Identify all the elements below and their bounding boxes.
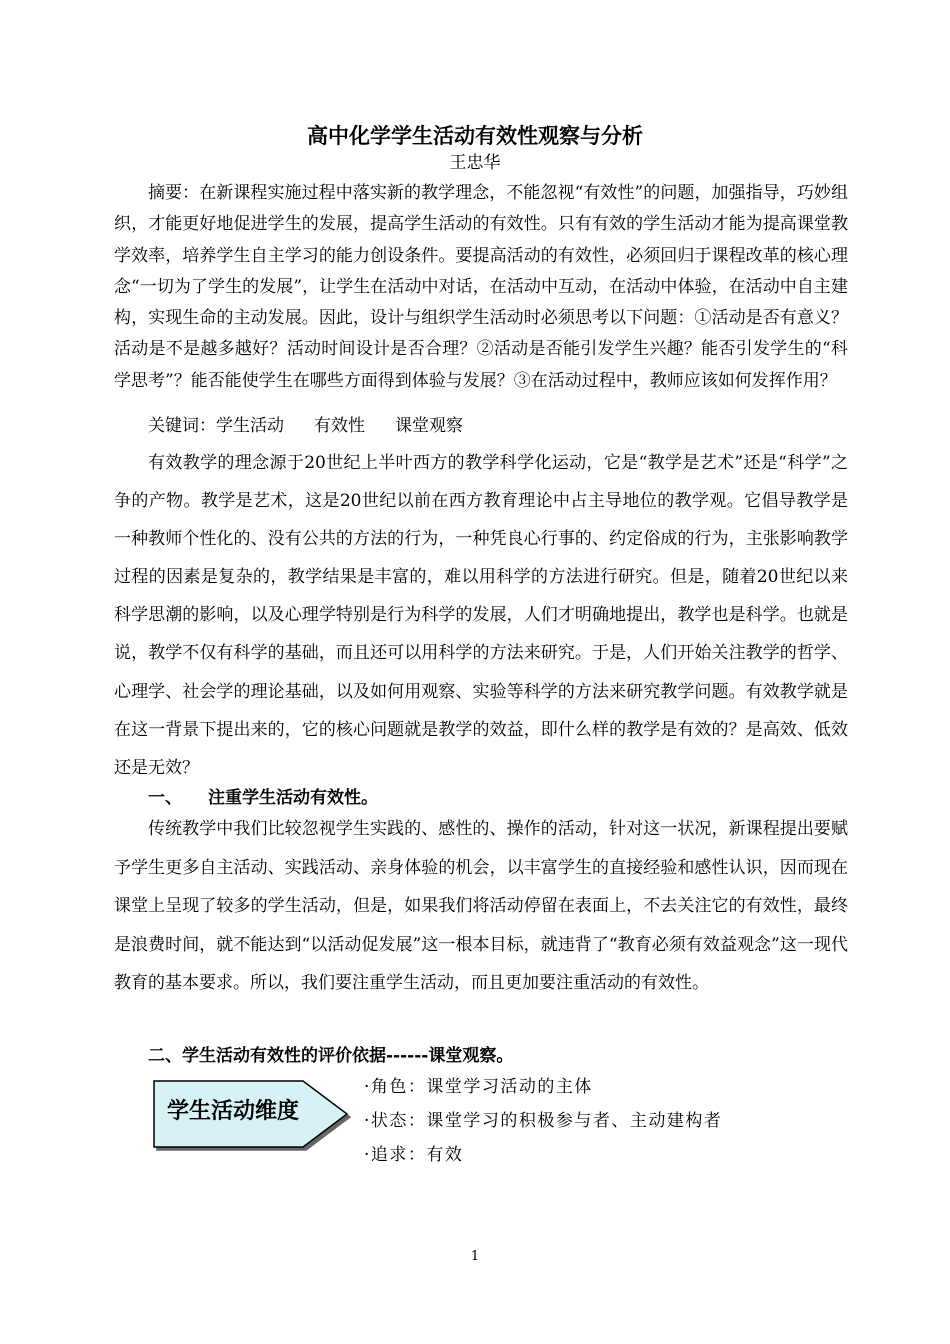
abstract-paragraph: 摘要：在新课程实施过程中落实新的教学理念，不能忽视“有效性”的问题，加强指导，巧妙组织，才能更好地促进学生的发展，提高学生活动的有效性。只有有效的学生活动才能为提高课堂教学效率，培养学生自主学习的能力创设条件。要提高活动的有效性，必须回归于课程改革的核心理念“一切为了学生的发展”，让学生在活动中对话，在活动中互动，在活动中体验，在活动中自主建构，实现生命的主动发展。因此，设计与组织学生活动时必须思考以下问题：①活动是否有意义？活动是不是越多越好？活动时间设计是否合理？②活动是否能引发学生兴趣？能否引发学生的“科学思考”？能否能使学生在哪些方面得到体验与发展？③在活动过程中，教师应该如何发挥作用？ [114,183,848,391]
section-title: 注重学生活动有效性。 [208,788,378,808]
keywords-label: 关键词： [148,416,216,436]
keywords-line [114,412,848,440]
section-heading [148,783,378,808]
dimension-item: ·状态：课堂学习的积极参与者、主动建构者 [364,1111,723,1131]
document-title: 高中化学学生活动有效性观察与分析 [307,124,643,148]
dimension-list [364,1070,722,1172]
dimension-item: ·角色：课堂学习活动的主体 [364,1077,593,1097]
body-paragraph: 传统教学中我们比较忽视学生实践的、感性的、操作的活动，针对这一状况，新课程提出要赋予学生更多自主活动、实践活动、亲身体验的机会，以丰富学生的直接经验和感性认识，因而现在课堂上呈现了较多的学生活动，但是，如果我们将活动停留在表面上，不去关注它的有效性，最终是浪费时间，就不能达到“以活动促发展”这一根本目标，就违背了“教育必须有效益观念”这一现代教育的基本要求。所以，我们要注重学生活动，而且更加要注重活动的有效性。 [114,819,848,993]
diagram-label: 学生活动维度 [167,1099,300,1124]
page-number: 1 [470,1249,480,1264]
body-paragraph: 有效教学的理念源于20世纪上半叶西方的教学科学化运动，它是“教学是艺术”还是“科学”之争的产物。教学是艺术，这是20世纪以前在西方教育理论中占主导地位的教学观。它倡导教学是一种教师个性化的、没有公共的方法的行为，一种凭良心行事的、约定俗成的行为，主张影响教学过程的因素是复杂的，教学结果是丰富的，难以用科学的方法进行研究。但是，随着20世纪以来科学思潮的影响，以及心理学特别是行为科学的发展，人们才明确地提出，教学也是科学。也就是说，教学不仅有科学的基础，而且还可以用科学的方法来研究。于是，人们开始关注教学的哲学、心理学、社会学的理论基础，以及如何用观察、实验等科学的方法来研究教学问题。有效教学就是在这一背景下提出来的，它的核心问题就是教学的效益，即什么样的教学是有效的？是高效、低效还是无效？ [114,453,848,778]
section-heading: 二、学生活动有效性的评价依据------课堂观察。 [148,1046,514,1066]
keyword: 学生活动 [216,416,284,436]
keyword: 课堂观察 [395,416,463,436]
section-number: 一、 [148,788,182,808]
keyword: 有效性 [314,416,365,436]
dimension-arrow-shape [153,1080,353,1152]
dimension-item: ·追求：有效 [364,1145,464,1165]
author-name: 王忠华 [449,153,501,173]
